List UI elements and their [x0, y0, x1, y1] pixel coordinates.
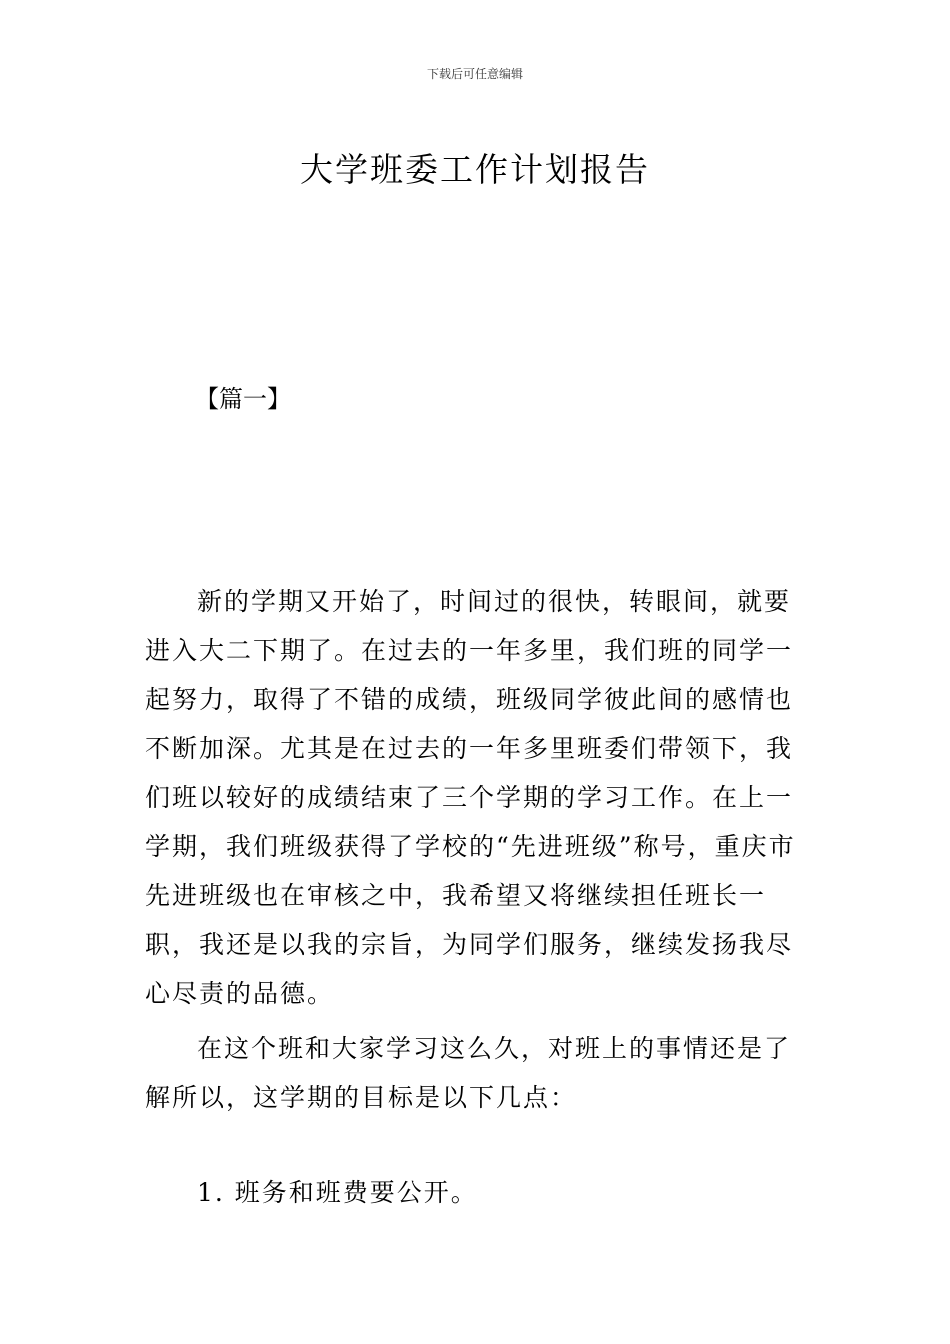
section-label: 【篇一】	[195, 385, 291, 413]
list-item: 1. 班务和班费要公开。	[197, 1178, 478, 1207]
document-title: 大学班委工作计划报告	[300, 150, 650, 190]
header-note: 下载后可任意编辑	[426, 67, 523, 81]
body-paragraph: 在这个班和大家学习这么久，对班上的事情还是了解所以，这学期的目标是以下几点：	[145, 1034, 792, 1112]
body-paragraph: 新的学期又开始了，时间过的很快，转眼间，就要进入大二下期了。在过去的一年多里，我们班的同学一起努力，取得了不错的成绩，班级同学彼此间的感情也不断加深。尤其是在过去的一年多里班委们带领下，我们班以较好的成绩结束了三个学期的学习工作。在上一学期，我们班级获得了学校的“先进班级”称号，重庆市先进班级也在审核之中，我希望又将继续担任班长一职，我还是以我的宗旨，为同学们服务，继续发扬我尽心尽责的品德。	[145, 587, 796, 1008]
